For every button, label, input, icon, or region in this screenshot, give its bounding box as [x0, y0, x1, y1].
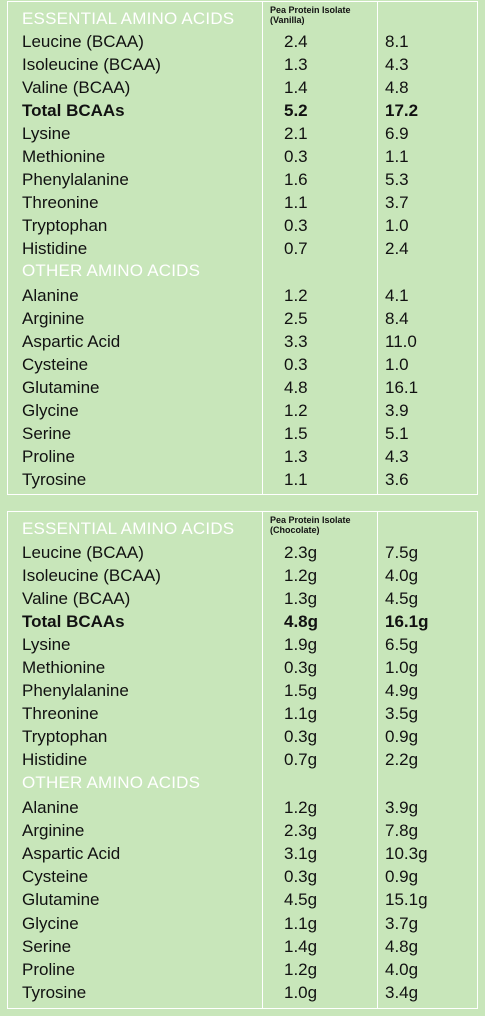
table-row — [8, 237, 477, 260]
table-row — [8, 564, 477, 587]
value-per-serving: 3.3 — [284, 332, 308, 352]
value-per-serving: 1.2 — [284, 286, 308, 305]
value-per-100g: 4.1 — [385, 286, 409, 305]
value-per-100g: 1.0 — [385, 355, 409, 375]
amino-acid-name: Lysine — [22, 124, 71, 144]
column-header-line2: (Chocolate) — [270, 525, 320, 535]
table-row — [8, 748, 477, 771]
value-per-100g: 4.3 — [385, 447, 409, 467]
amino-acid-name: Alanine — [22, 286, 79, 305]
amino-acid-name: Methionine — [22, 658, 106, 677]
amino-acid-name: Tyrosine — [22, 470, 87, 490]
amino-acid-name: Histidine — [22, 239, 88, 259]
amino-acid-name: Proline — [22, 447, 75, 467]
value-per-serving: 1.1 — [284, 470, 308, 490]
value-per-100g: 0.9g — [385, 867, 419, 887]
amino-acid-name: Tryptophan — [22, 216, 108, 236]
amino-acid-name: Arginine — [22, 821, 85, 841]
value-per-serving: 1.1g — [284, 704, 318, 724]
table-row — [8, 468, 477, 491]
amino-acid-name: Methionine — [22, 147, 106, 167]
table-row — [8, 981, 477, 1004]
value-per-100g: 6.5g — [385, 634, 419, 654]
value-per-100g: 6.9 — [385, 124, 409, 144]
value-per-100g: 10.3g — [385, 844, 428, 864]
table-row — [8, 541, 477, 564]
amino-acid-name: Cysteine — [22, 867, 89, 887]
column-header — [270, 5, 351, 25]
table-row — [8, 796, 477, 819]
value-per-serving: 1.3g — [284, 588, 318, 608]
table-row — [8, 330, 477, 353]
value-per-serving: 0.3 — [284, 355, 308, 375]
value-per-serving: 0.3 — [284, 147, 308, 167]
amino-acid-name: Arginine — [22, 309, 85, 329]
value-per-100g: 11.0 — [385, 332, 417, 352]
value-per-100g: 3.7 — [385, 193, 409, 213]
table-row — [8, 702, 477, 725]
value-per-serving: 4.8g — [284, 611, 319, 631]
value-per-serving: 1.2 — [284, 401, 308, 421]
value-per-serving: 2.3g — [284, 821, 318, 841]
value-per-serving: 3.1g — [284, 844, 318, 864]
amino-acid-name: Glycine — [22, 401, 79, 421]
value-per-serving: 1.6 — [284, 170, 308, 190]
table-row — [8, 399, 477, 422]
table-row — [8, 284, 477, 307]
amino-acid-name: Isoleucine (BCAA) — [22, 55, 161, 75]
value-per-serving: 1.1g — [284, 913, 318, 933]
value-per-100g: 7.5g — [385, 542, 419, 562]
value-per-100g: 3.7g — [385, 913, 419, 933]
value-per-100g: 4.8g — [385, 936, 419, 956]
amino-acid-table-chocolate — [7, 511, 478, 1009]
value-per-serving: 0.3g — [284, 727, 318, 747]
amino-acid-name: Proline — [22, 959, 75, 979]
table-row — [8, 307, 477, 330]
value-per-100g: 16.1 — [385, 378, 419, 398]
amino-acid-name: Glycine — [22, 913, 79, 933]
value-per-100g: 5.1 — [385, 424, 409, 444]
value-per-serving: 1.5g — [284, 681, 318, 701]
table-row — [8, 30, 477, 53]
table-row — [8, 610, 477, 633]
section-heading-other: OTHER AMINO ACIDS — [22, 773, 201, 792]
value-per-100g: 3.9 — [385, 401, 409, 421]
amino-acid-name: Phenylalanine — [22, 170, 129, 190]
value-per-serving: 0.3 — [284, 216, 308, 236]
amino-acid-name: Leucine (BCAA) — [22, 32, 144, 51]
value-per-100g: 4.5g — [385, 588, 419, 608]
table-row — [8, 353, 477, 376]
amino-acid-name: Glutamine — [22, 890, 100, 910]
section-heading-other: OTHER AMINO ACIDS — [22, 261, 201, 280]
value-per-100g: 3.4g — [385, 982, 419, 1002]
value-per-serving: 2.3g — [284, 542, 318, 562]
column-header-line1: Pea Protein Isolate — [270, 515, 351, 525]
value-per-serving: 1.9g — [284, 634, 318, 654]
amino-acid-name: Total BCAAs — [22, 611, 125, 631]
column-header — [270, 515, 351, 535]
value-per-serving: 1.5 — [284, 424, 308, 444]
value-per-serving: 1.4g — [284, 936, 318, 956]
amino-acid-name: Alanine — [22, 798, 79, 817]
value-per-serving: 1.1 — [284, 193, 308, 213]
value-per-serving: 1.4 — [284, 78, 308, 98]
value-per-100g: 15.1g — [385, 890, 428, 910]
value-per-100g: 1.0 — [385, 216, 409, 236]
table-row — [8, 888, 477, 911]
table-row — [8, 865, 477, 888]
table-row — [8, 99, 477, 122]
value-per-serving: 0.7g — [284, 750, 318, 770]
value-per-100g: 2.4 — [385, 239, 409, 259]
amino-acid-name: Serine — [22, 936, 72, 956]
table-row — [8, 912, 477, 935]
value-per-100g: 4.9g — [385, 681, 419, 701]
table-row — [8, 445, 477, 468]
value-per-serving: 1.3 — [284, 55, 308, 75]
value-per-serving: 4.5g — [284, 890, 318, 910]
amino-acid-name: Threonine — [22, 704, 99, 724]
value-per-100g: 4.8 — [385, 78, 409, 98]
amino-acid-name: Histidine — [22, 750, 88, 770]
value-per-serving: 5.2 — [284, 101, 308, 121]
value-per-100g: 4.0g — [385, 959, 419, 979]
table-row — [8, 633, 477, 656]
amino-acid-name: Isoleucine (BCAA) — [22, 565, 161, 585]
value-per-100g: 2.2g — [385, 750, 419, 770]
table-row — [8, 422, 477, 445]
value-per-100g: 1.0g — [385, 658, 419, 677]
value-per-serving: 1.2g — [284, 798, 318, 817]
value-per-serving: 1.3 — [284, 447, 308, 467]
value-per-serving: 0.7 — [284, 239, 308, 259]
amino-acid-name: Cysteine — [22, 355, 89, 375]
value-per-100g: 3.9g — [385, 798, 419, 817]
value-per-serving: 0.3g — [284, 867, 318, 887]
table-row — [8, 725, 477, 748]
value-per-serving: 1.0g — [284, 982, 318, 1002]
value-per-serving: 4.8 — [284, 378, 308, 398]
amino-acid-name: Leucine (BCAA) — [22, 542, 144, 562]
amino-acid-name: Valine (BCAA) — [22, 588, 131, 608]
table-row — [8, 587, 477, 610]
amino-acid-name: Total BCAAs — [22, 101, 125, 121]
table-row — [8, 819, 477, 842]
amino-acid-name: Aspartic Acid — [22, 332, 121, 352]
value-per-100g: 8.1 — [385, 32, 409, 51]
section-heading-essential: ESSENTIAL AMINO ACIDS — [22, 9, 235, 28]
amino-acid-name: Threonine — [22, 193, 99, 213]
table-row — [8, 842, 477, 865]
value-per-100g: 5.3 — [385, 170, 409, 190]
value-per-100g: 3.5g — [385, 704, 419, 724]
table-row — [8, 145, 477, 168]
value-per-100g: 16.1g — [385, 611, 429, 631]
value-per-100g: 17.2 — [385, 101, 419, 121]
table-row — [8, 53, 477, 76]
table-row — [8, 958, 477, 981]
value-per-100g: 7.8g — [385, 821, 419, 841]
amino-acid-name: Lysine — [22, 634, 71, 654]
value-per-100g: 3.6 — [385, 470, 409, 490]
table-row — [8, 76, 477, 99]
amino-acid-name: Serine — [22, 424, 72, 444]
table-row — [8, 376, 477, 399]
amino-acid-name: Glutamine — [22, 378, 100, 398]
column-header-line1: Pea Protein Isolate — [270, 5, 351, 15]
amino-acid-name: Tyrosine — [22, 982, 87, 1002]
value-per-serving: 1.2g — [284, 565, 318, 585]
table-row — [8, 214, 477, 237]
value-per-100g: 1.1 — [385, 147, 409, 167]
value-per-100g: 4.0g — [385, 565, 419, 585]
value-per-serving: 0.3g — [284, 658, 318, 677]
section-heading-essential: ESSENTIAL AMINO ACIDS — [22, 519, 235, 538]
table-row — [8, 191, 477, 214]
column-header-line2: (Vanilla) — [270, 15, 305, 25]
amino-acid-name: Tryptophan — [22, 727, 108, 747]
table-row — [8, 679, 477, 702]
value-per-100g: 4.3 — [385, 55, 409, 75]
table-row — [8, 656, 477, 679]
table-row — [8, 122, 477, 145]
amino-acid-name: Aspartic Acid — [22, 844, 121, 864]
value-per-serving: 2.1 — [284, 124, 308, 144]
amino-acid-name: Valine (BCAA) — [22, 78, 131, 98]
value-per-serving: 2.4 — [284, 32, 308, 51]
table-row — [8, 168, 477, 191]
value-per-100g: 8.4 — [385, 309, 409, 329]
amino-acid-name: Phenylalanine — [22, 681, 129, 701]
value-per-100g: 0.9g — [385, 727, 419, 747]
amino-acid-table-vanilla — [7, 1, 478, 495]
value-per-serving: 1.2g — [284, 959, 318, 979]
table-row — [8, 935, 477, 958]
value-per-serving: 2.5 — [284, 309, 308, 329]
